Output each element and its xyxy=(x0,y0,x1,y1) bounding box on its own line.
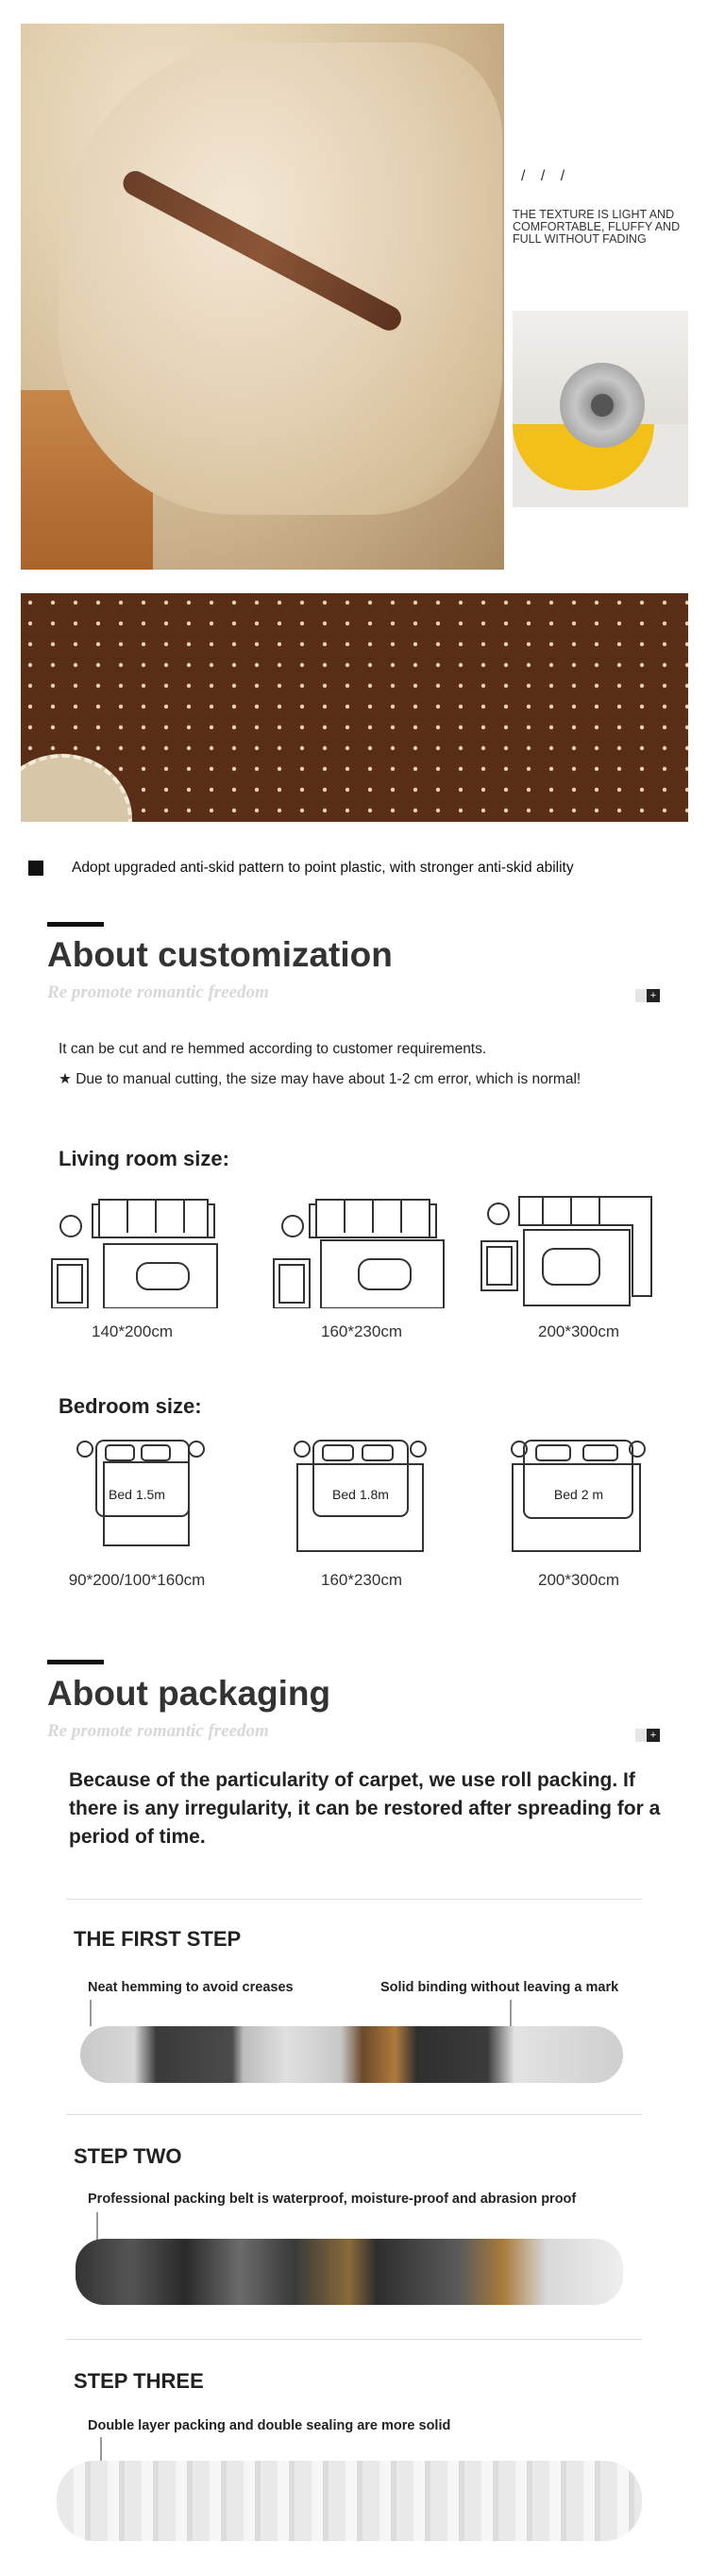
texture-caption: THE TEXTURE IS LIGHT AND COMFORTABLE, FLUFFY AND FULL WITHOUT FADING xyxy=(513,208,681,246)
section-bar xyxy=(47,1660,104,1664)
square-bullet-icon xyxy=(28,861,43,876)
decorative-slashes: / / / xyxy=(521,168,571,184)
plus-icon: + xyxy=(647,989,660,1002)
anti-skid-caption: Adopt upgraded anti-skid pattern to point plastic, with stronger anti-skid ability xyxy=(72,860,574,876)
living-room-title: Living room size: xyxy=(59,1147,229,1170)
rolled-rug-image xyxy=(80,2026,623,2083)
living-room-diagram-2 xyxy=(269,1195,448,1308)
bedroom-size-1: 90*200/100*160cm xyxy=(68,1571,206,1589)
section-bar xyxy=(47,922,104,927)
custom-line-2: ★ Due to manual cutting, the size may have about 1-2 cm error, which is normal! xyxy=(59,1071,582,1087)
bedroom-size-3: 200*300cm xyxy=(537,1571,619,1589)
packaging-subtitle: Re promote romantic freedom xyxy=(47,1721,269,1741)
step1-title: THE FIRST STEP xyxy=(74,1927,242,1951)
wrapped-rug-image xyxy=(76,2239,623,2305)
bedroom-title: Bedroom size: xyxy=(59,1394,202,1418)
bed-label-1: Bed 1.5m xyxy=(109,1487,165,1502)
living-size-1: 140*200cm xyxy=(91,1322,173,1340)
plus-icon: + xyxy=(647,1729,660,1742)
customization-subtitle: Re promote romantic freedom xyxy=(47,982,269,1002)
bed-label-2: Bed 1.8m xyxy=(332,1487,389,1502)
living-size-2: 160*230cm xyxy=(320,1322,402,1340)
step2-note: Professional packing belt is waterproof, moisture-proof and abrasion proof xyxy=(88,2192,577,2207)
bowl-photo xyxy=(513,311,688,507)
divider xyxy=(66,1899,642,1900)
living-room-diagram-3 xyxy=(477,1192,656,1310)
step3-note: Double layer packing and double sealing are more solid xyxy=(88,2418,451,2433)
step3-title: STEP THREE xyxy=(74,2369,204,2393)
packaging-title: About packaging xyxy=(47,1674,331,1713)
living-size-3: 200*300cm xyxy=(537,1322,619,1340)
packaging-text: Because of the particularity of carpet, we use roll packing. If there is any irregularity, it can be restored after spreading for a period of time. xyxy=(69,1769,661,1848)
customization-title: About customization xyxy=(47,935,393,974)
anti-skid-backing-image xyxy=(21,593,688,822)
double-packed-roll-image xyxy=(57,2461,642,2541)
fur-texture-image xyxy=(21,24,504,570)
bed-label-3: Bed 2 m xyxy=(553,1487,604,1502)
divider xyxy=(66,2339,642,2340)
divider xyxy=(66,2114,642,2115)
custom-line-1: It can be cut and re hemmed according to customer requirements. xyxy=(59,1041,487,1057)
living-room-diagram-1 xyxy=(47,1195,227,1308)
bedroom-size-2: 160*230cm xyxy=(320,1571,402,1589)
step1-note-left: Neat hemming to avoid creases xyxy=(88,1980,294,1995)
step2-title: STEP TWO xyxy=(74,2144,182,2168)
step1-note-right: Solid binding without leaving a mark xyxy=(380,1980,619,1995)
